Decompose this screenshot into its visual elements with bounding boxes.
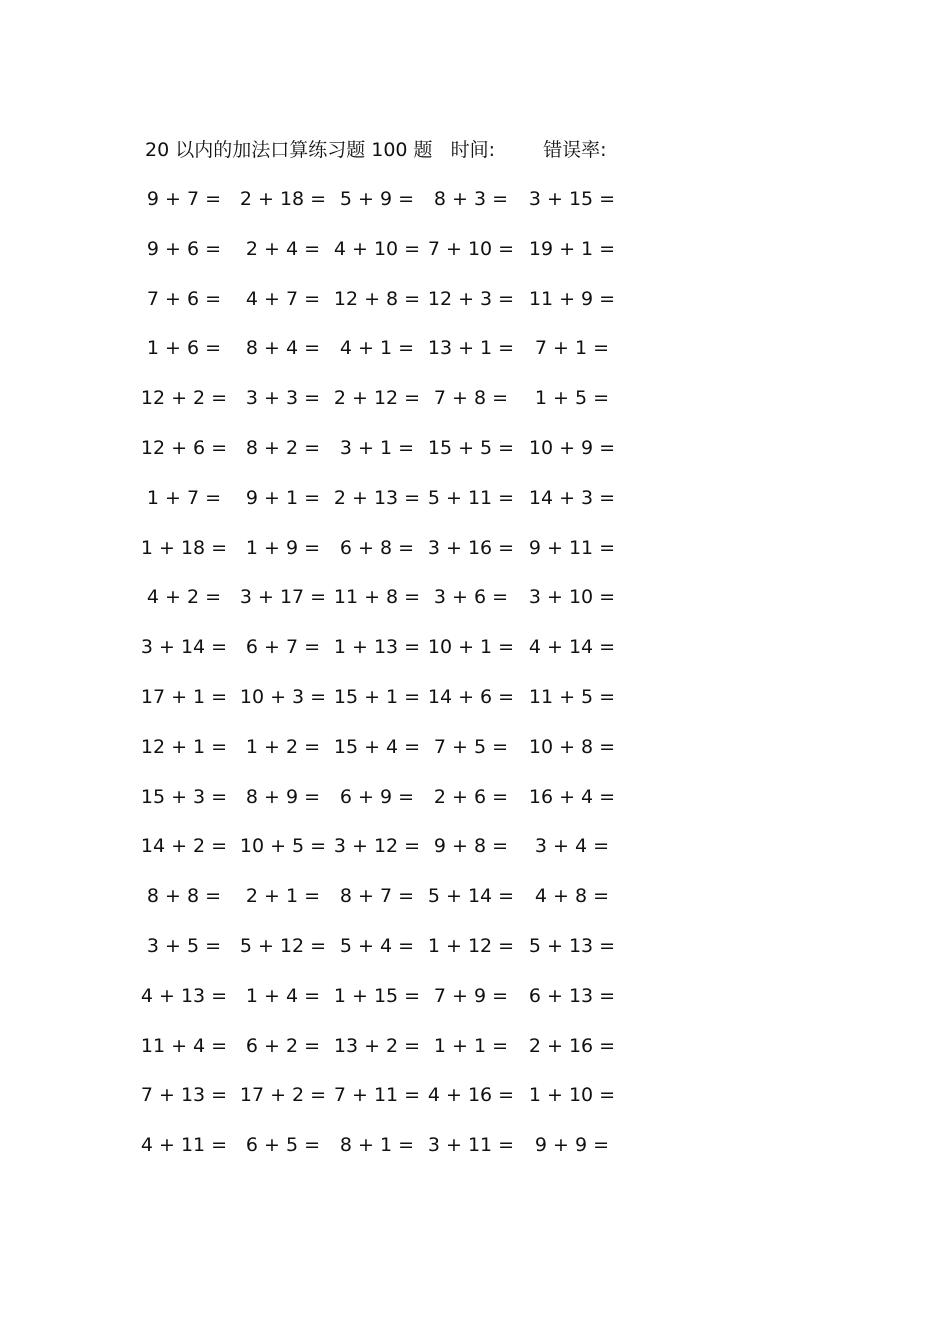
problem-cell: 17 + 2 = (239, 1084, 327, 1107)
problem-cell: 1 + 4 = (245, 984, 321, 1007)
problem-row (0, 983, 950, 1033)
problem-row (0, 286, 950, 336)
problem-cell: 8 + 8 = (146, 885, 222, 908)
problem-cell: 12 + 2 = (140, 387, 228, 410)
problem-cell: 3 + 16 = (427, 536, 515, 559)
problem-cell: 9 + 1 = (245, 486, 321, 509)
problem-cell: 12 + 1 = (140, 735, 228, 758)
problem-cell: 10 + 3 = (239, 685, 327, 708)
problem-cell: 7 + 10 = (427, 237, 515, 260)
problem-cell: 3 + 5 = (146, 934, 222, 957)
problem-cell: 14 + 2 = (140, 835, 228, 858)
problem-cell: 1 + 15 = (333, 984, 421, 1007)
problem-cell: 4 + 8 = (534, 885, 610, 908)
problem-cell: 10 + 1 = (427, 636, 515, 659)
problem-cell: 5 + 4 = (339, 934, 415, 957)
problem-cell: 1 + 9 = (245, 536, 321, 559)
problem-cell: 6 + 13 = (528, 984, 616, 1007)
problem-cell: 13 + 2 = (333, 1034, 421, 1057)
problem-cell: 8 + 4 = (245, 337, 321, 360)
problem-cell: 13 + 1 = (427, 337, 515, 360)
problem-cell: 3 + 12 = (333, 835, 421, 858)
problem-cell: 6 + 2 = (245, 1034, 321, 1057)
problem-cell: 9 + 11 = (528, 536, 616, 559)
problem-row (0, 883, 950, 933)
problem-cell: 8 + 1 = (339, 1134, 415, 1157)
problem-row (0, 1132, 950, 1182)
problem-cell: 1 + 18 = (140, 536, 228, 559)
problem-cell: 3 + 1 = (339, 436, 415, 459)
problem-cell: 11 + 8 = (333, 586, 421, 609)
problem-cell: 2 + 18 = (239, 188, 327, 210)
problem-row (0, 833, 950, 883)
problem-cell: 2 + 6 = (433, 785, 509, 808)
problem-cell: 5 + 9 = (339, 188, 415, 210)
problem-cell: 3 + 11 = (427, 1134, 515, 1157)
problem-cell: 4 + 13 = (140, 984, 228, 1007)
problem-cell: 4 + 2 = (146, 586, 222, 609)
problem-cell: 10 + 9 = (528, 436, 616, 459)
problem-row (0, 1033, 950, 1083)
problem-cell: 1 + 10 = (528, 1084, 616, 1107)
problem-cell: 1 + 2 = (245, 735, 321, 758)
problem-cell: 2 + 1 = (245, 885, 321, 908)
problem-cell: 11 + 9 = (528, 287, 616, 310)
problem-row (0, 535, 950, 585)
problem-cell: 6 + 8 = (339, 536, 415, 559)
problem-cell: 7 + 5 = (433, 735, 509, 758)
problem-cell: 4 + 7 = (245, 287, 321, 310)
problem-cell: 15 + 5 = (427, 436, 515, 459)
problem-cell: 4 + 11 = (140, 1134, 228, 1157)
problem-cell: 8 + 3 = (433, 188, 509, 210)
problem-cell: 12 + 8 = (333, 287, 421, 310)
problem-cell: 4 + 1 = (339, 337, 415, 360)
problem-cell: 19 + 1 = (528, 237, 616, 260)
problem-cell: 2 + 12 = (333, 387, 421, 410)
error-rate-label: 错误率: (543, 139, 607, 161)
problem-cell: 9 + 8 = (433, 835, 509, 858)
problem-cell: 3 + 4 = (534, 835, 610, 858)
problem-cell: 7 + 1 = (534, 337, 610, 360)
problem-grid (0, 186, 950, 1182)
problem-row (0, 634, 950, 684)
problem-cell: 5 + 11 = (427, 486, 515, 509)
problem-cell: 10 + 8 = (528, 735, 616, 758)
problem-cell: 5 + 12 = (239, 934, 327, 957)
problem-row (0, 734, 950, 784)
problem-cell: 1 + 7 = (146, 486, 222, 509)
problem-cell: 7 + 8 = (433, 387, 509, 410)
problem-cell: 14 + 3 = (528, 486, 616, 509)
problem-cell: 4 + 16 = (427, 1084, 515, 1107)
problem-cell: 9 + 9 = (534, 1134, 610, 1157)
problem-cell: 15 + 4 = (333, 735, 421, 758)
problem-cell: 3 + 17 = (239, 586, 327, 609)
problem-cell: 11 + 4 = (140, 1034, 228, 1057)
problem-cell: 6 + 7 = (245, 636, 321, 659)
problem-cell: 3 + 15 = (528, 188, 616, 210)
problem-cell: 6 + 9 = (339, 785, 415, 808)
problem-cell: 10 + 5 = (239, 835, 327, 858)
problem-cell: 2 + 16 = (528, 1034, 616, 1057)
problem-cell: 4 + 14 = (528, 636, 616, 659)
problem-cell: 15 + 1 = (333, 685, 421, 708)
problem-cell: 3 + 3 = (245, 387, 321, 410)
problem-cell: 8 + 7 = (339, 885, 415, 908)
problem-cell: 16 + 4 = (528, 785, 616, 808)
problem-cell: 12 + 3 = (427, 287, 515, 310)
problem-cell: 2 + 13 = (333, 486, 421, 509)
problem-cell: 7 + 11 = (333, 1084, 421, 1107)
problem-row (0, 186, 950, 236)
problem-row (0, 385, 950, 435)
problem-cell: 1 + 5 = (534, 387, 610, 410)
problem-cell: 15 + 3 = (140, 785, 228, 808)
problem-cell: 1 + 6 = (146, 337, 222, 360)
worksheet-header (145, 137, 606, 163)
problem-row (0, 485, 950, 535)
problem-row (0, 335, 950, 385)
problem-cell: 9 + 6 = (146, 237, 222, 260)
problem-cell: 4 + 10 = (333, 237, 421, 260)
problem-cell: 3 + 14 = (140, 636, 228, 659)
problem-cell: 3 + 10 = (528, 586, 616, 609)
problem-row (0, 236, 950, 286)
problem-row (0, 584, 950, 634)
problem-cell: 7 + 6 = (146, 287, 222, 310)
problem-cell: 12 + 6 = (140, 436, 228, 459)
problem-row (0, 684, 950, 734)
problem-cell: 1 + 12 = (427, 934, 515, 957)
problem-cell: 7 + 13 = (140, 1084, 228, 1107)
problem-cell: 1 + 1 = (433, 1034, 509, 1057)
problem-cell: 3 + 6 = (433, 586, 509, 609)
worksheet-title: 20 以内的加法口算练习题 100 题 (145, 139, 433, 161)
problem-cell: 8 + 9 = (245, 785, 321, 808)
problem-cell: 2 + 4 = (245, 237, 321, 260)
problem-cell: 17 + 1 = (140, 685, 228, 708)
problem-cell: 5 + 14 = (427, 885, 515, 908)
problem-cell: 14 + 6 = (427, 685, 515, 708)
problem-cell: 9 + 7 = (146, 188, 222, 210)
problem-cell: 8 + 2 = (245, 436, 321, 459)
time-label: 时间: (450, 139, 496, 161)
problem-row (0, 784, 950, 834)
problem-cell: 1 + 13 = (333, 636, 421, 659)
problem-row (0, 1082, 950, 1132)
problem-cell: 5 + 13 = (528, 934, 616, 957)
problem-cell: 6 + 5 = (245, 1134, 321, 1157)
problem-cell: 7 + 9 = (433, 984, 509, 1007)
problem-row (0, 435, 950, 485)
problem-row (0, 933, 950, 983)
problem-cell: 11 + 5 = (528, 685, 616, 708)
